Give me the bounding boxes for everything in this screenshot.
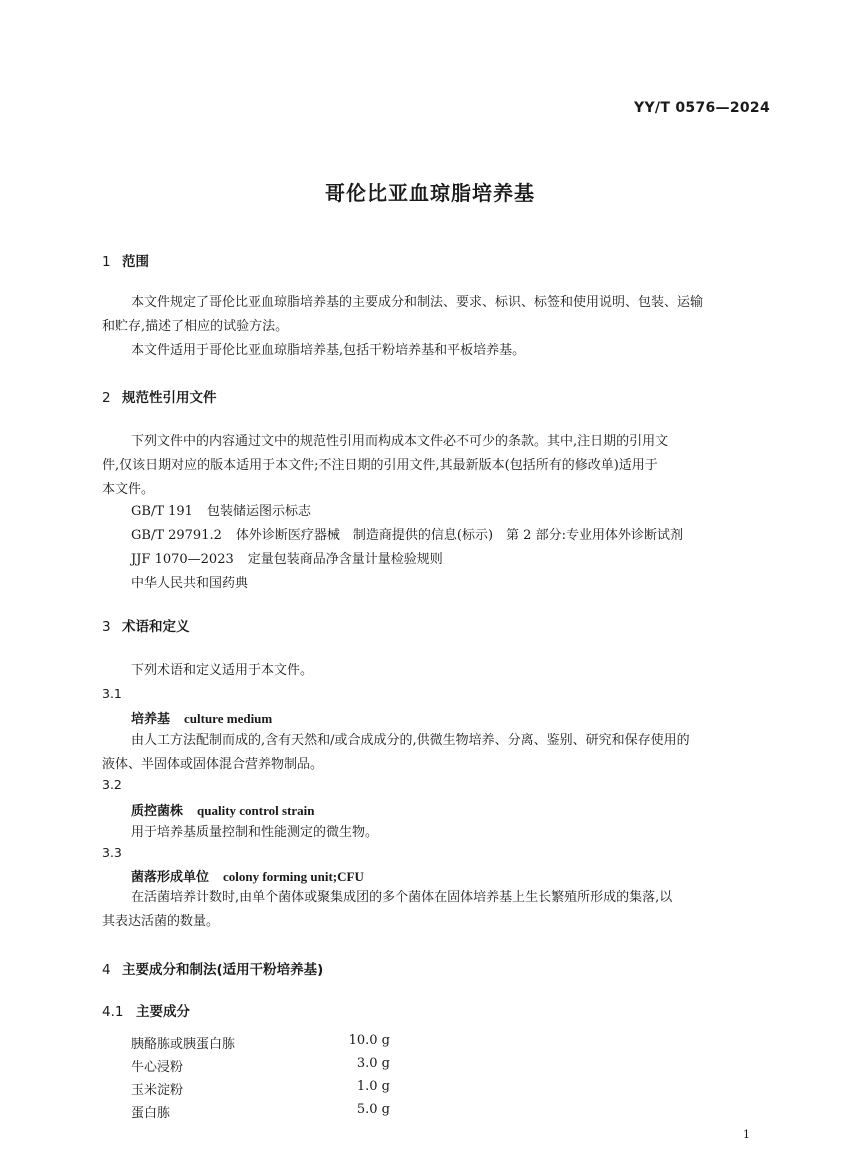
term-zh: 质控菌株 [131, 804, 184, 819]
section-title: 术语和定义 [122, 619, 190, 635]
term-heading [131, 800, 315, 819]
ingredient-name: 蛋白胨 [131, 1106, 171, 1121]
paragraph-line: 件,仅该日期对应的版本适用于本文件;不注日期的引用文件,其最新版本(包括所有的修改单)适用于 [102, 458, 658, 473]
term-number: 3.2 [102, 777, 122, 792]
definition-line: 用于培养基质量控制和性能测定的微生物。 [131, 825, 379, 840]
reference-title: 体外诊断医疗器械 制造商提供的信息(标示) 第 2 部分:专业用体外诊断试剂 [235, 528, 683, 543]
reference-code: GB/T 29791.2 [131, 528, 222, 543]
definition-line: 在活菌培养计数时,由单个菌体或聚集成团的多个菌体在固体培养基上生长繁殖所形成的集落,以 [131, 890, 673, 905]
ingredient-amount: 10.0 g [348, 1033, 390, 1048]
term-zh: 菌落形成单位 [131, 870, 210, 885]
section-title: 规范性引用文件 [122, 390, 217, 406]
reference-code: JJF 1070—2023 [131, 552, 234, 567]
subsection-4-1-heading [102, 1000, 190, 1020]
term-zh: 培养基 [131, 712, 171, 727]
paragraph-line: 下列术语和定义适用于本文件。 [131, 663, 314, 678]
paragraph-line: 和贮存,描述了相应的试验方法。 [102, 319, 289, 334]
reference-item [131, 524, 683, 543]
reference-title: 包装储运图示标志 [206, 504, 311, 519]
reference-item [131, 548, 443, 567]
term-en: culture medium [184, 711, 273, 726]
reference-item [131, 500, 311, 519]
section-3-heading [102, 615, 190, 635]
section-number: 3 [102, 619, 111, 635]
paragraph-line: 本文件。 [102, 482, 155, 497]
ingredient-amount: 3.0 g [356, 1056, 390, 1071]
reference-code: GB/T 191 [131, 504, 193, 519]
paragraph-line: 下列文件中的内容通过文中的规范性引用而构成本文件必不可少的条款。其中,注日期的引用文 [131, 434, 669, 449]
term-en: quality control strain [197, 803, 315, 818]
document-title: 哥伦比亚血琼脂培养基 [325, 181, 535, 205]
term-number: 3.1 [102, 686, 122, 701]
definition-line: 其表达活菌的数量。 [102, 914, 220, 929]
reference-title: 定量包装商品净含量计量检验规则 [247, 552, 443, 567]
page-number: 1 [743, 1128, 750, 1141]
term-heading [131, 708, 272, 727]
paragraph-line: 本文件规定了哥伦比亚血琼脂培养基的主要成分和制法、要求、标识、标签和使用说明、包装、运输 [131, 295, 704, 310]
definition-line: 由人工方法配制而成的,含有天然和/或合成成分的,供微生物培养、分离、鉴别、研究和保存使用的 [131, 733, 690, 748]
term-heading [131, 866, 364, 885]
subsection-title: 主要成分 [136, 1004, 190, 1020]
section-number: 4 [102, 962, 111, 978]
term-number: 3.3 [102, 845, 122, 860]
standard-code: YY/T 0576—2024 [634, 100, 770, 116]
section-number: 1 [102, 254, 111, 270]
ingredient-amount: 5.0 g [356, 1102, 390, 1117]
section-title: 范围 [122, 254, 149, 270]
term-en: colony forming unit;CFU [223, 869, 364, 884]
definition-line: 液体、半固体或固体混合营养物制品。 [102, 757, 324, 772]
section-2-heading [102, 386, 217, 406]
section-title: 主要成分和制法(适用干粉培养基) [122, 962, 324, 978]
paragraph-line: 本文件适用于哥伦比亚血琼脂培养基,包括干粉培养基和平板培养基。 [131, 343, 526, 358]
reference-item [131, 572, 248, 591]
ingredient-name: 玉米淀粉 [131, 1083, 184, 1098]
subsection-number: 4.1 [102, 1004, 124, 1020]
ingredient-amount: 1.0 g [356, 1079, 390, 1094]
ingredient-name: 胰酪胨或胰蛋白胨 [131, 1037, 236, 1052]
section-number: 2 [102, 390, 111, 406]
section-4-heading [102, 958, 323, 978]
reference-title: 中华人民共和国药典 [131, 576, 249, 591]
section-1-heading [102, 250, 149, 270]
ingredient-name: 牛心浸粉 [131, 1060, 184, 1075]
